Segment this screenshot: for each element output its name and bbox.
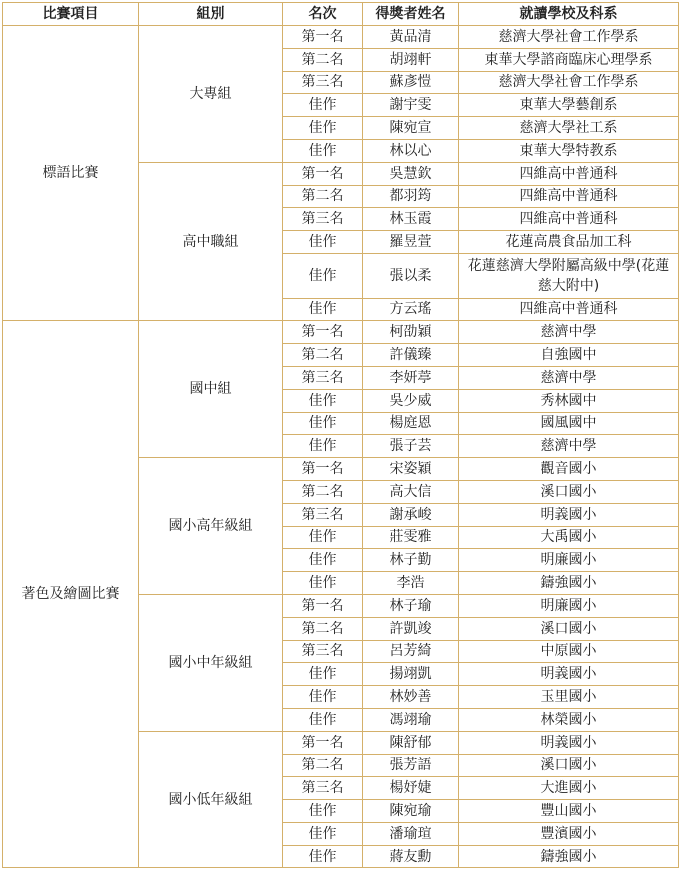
- winner-name-cell: 謝承峻: [363, 503, 459, 526]
- winner-name-cell: 林玉霞: [363, 208, 459, 231]
- winner-name-cell: 方云瑤: [363, 298, 459, 321]
- rank-cell: 第三名: [283, 503, 363, 526]
- winner-name-cell: 羅昱萱: [363, 231, 459, 254]
- winner-name-cell: 陳宛宣: [363, 117, 459, 140]
- school-cell: 豐濱國小: [459, 822, 679, 845]
- winner-name-cell: 都羽筠: [363, 185, 459, 208]
- winner-name-cell: 揚翊凱: [363, 663, 459, 686]
- category-cell: 著色及繪圖比賽: [3, 321, 139, 868]
- rank-cell: 佳作: [283, 412, 363, 435]
- group-cell: 國小高年級組: [139, 458, 283, 595]
- rank-cell: 第一名: [283, 26, 363, 49]
- rank-cell: 佳作: [283, 117, 363, 140]
- school-cell: 明義國小: [459, 663, 679, 686]
- winner-name-cell: 柯劭穎: [363, 321, 459, 344]
- winner-name-cell: 林子瑜: [363, 594, 459, 617]
- table-row: [3, 26, 679, 49]
- rank-cell: 第一名: [283, 321, 363, 344]
- school-cell: 明廉國小: [459, 549, 679, 572]
- school-cell: 四維高中普通科: [459, 298, 679, 321]
- rank-cell: 佳作: [283, 389, 363, 412]
- group-cell: 大專組: [139, 26, 283, 163]
- winner-name-cell: 蔣友勳: [363, 845, 459, 868]
- rank-cell: 佳作: [283, 800, 363, 823]
- table-body: [3, 26, 679, 868]
- rank-cell: 佳作: [283, 572, 363, 595]
- school-cell: 秀林國中: [459, 389, 679, 412]
- header-category: 比賽項目: [3, 3, 139, 26]
- group-cell: 國小低年級組: [139, 731, 283, 868]
- school-cell: 溪口國小: [459, 754, 679, 777]
- rank-cell: 第三名: [283, 640, 363, 663]
- winner-name-cell: 許儀臻: [363, 344, 459, 367]
- winner-name-cell: 馮翊瑜: [363, 708, 459, 731]
- header-school: 就讀學校及科系: [459, 3, 679, 26]
- winner-name-cell: 李妍葶: [363, 366, 459, 389]
- rank-cell: 第三名: [283, 366, 363, 389]
- winner-name-cell: 胡翊軒: [363, 48, 459, 71]
- category-cell: 標語比賽: [3, 26, 139, 321]
- rank-cell: 佳作: [283, 253, 363, 298]
- school-cell: 國風國中: [459, 412, 679, 435]
- rank-cell: 佳作: [283, 663, 363, 686]
- rank-cell: 佳作: [283, 94, 363, 117]
- school-cell: 慈濟大學社會工作學系: [459, 26, 679, 49]
- winner-name-cell: 宋姿穎: [363, 458, 459, 481]
- group-cell: 高中職組: [139, 162, 283, 321]
- school-cell: 四維高中普通科: [459, 185, 679, 208]
- group-cell: 國中組: [139, 321, 283, 458]
- school-cell: 觀音國小: [459, 458, 679, 481]
- winner-name-cell: 李浩: [363, 572, 459, 595]
- winner-name-cell: 林子勤: [363, 549, 459, 572]
- winner-name-cell: 吳少威: [363, 389, 459, 412]
- school-cell: 慈濟中學: [459, 366, 679, 389]
- header-group: 組別: [139, 3, 283, 26]
- rank-cell: 佳作: [283, 435, 363, 458]
- header-winner-name: 得獎者姓名: [363, 3, 459, 26]
- school-cell: 花蓮慈濟大學附屬高級中學(花蓮慈大附中): [459, 253, 679, 298]
- winner-name-cell: 許凱竣: [363, 617, 459, 640]
- header-rank: 名次: [283, 3, 363, 26]
- school-cell: 林榮國小: [459, 708, 679, 731]
- rank-cell: 第二名: [283, 344, 363, 367]
- rank-cell: 第一名: [283, 731, 363, 754]
- rank-cell: 第一名: [283, 458, 363, 481]
- winner-name-cell: 蘇彥愷: [363, 71, 459, 94]
- school-cell: 自強國中: [459, 344, 679, 367]
- school-cell: 慈濟大學社工系: [459, 117, 679, 140]
- group-cell: 國小中年級組: [139, 594, 283, 731]
- rank-cell: 第二名: [283, 480, 363, 503]
- table-header: [3, 3, 679, 26]
- school-cell: 明義國小: [459, 503, 679, 526]
- winner-name-cell: 張子芸: [363, 435, 459, 458]
- school-cell: 東華大學諮商臨床心理學系: [459, 48, 679, 71]
- rank-cell: 第二名: [283, 754, 363, 777]
- rank-cell: 佳作: [283, 139, 363, 162]
- rank-cell: 佳作: [283, 686, 363, 709]
- winner-name-cell: 楊妤婕: [363, 777, 459, 800]
- rank-cell: 第二名: [283, 617, 363, 640]
- school-cell: 大進國小: [459, 777, 679, 800]
- winner-name-cell: 謝宇雯: [363, 94, 459, 117]
- rank-cell: 佳作: [283, 822, 363, 845]
- winner-name-cell: 林妙善: [363, 686, 459, 709]
- winner-name-cell: 黃品清: [363, 26, 459, 49]
- school-cell: 明義國小: [459, 731, 679, 754]
- school-cell: 四維高中普通科: [459, 208, 679, 231]
- school-cell: 溪口國小: [459, 480, 679, 503]
- school-cell: 慈濟中學: [459, 435, 679, 458]
- rank-cell: 佳作: [283, 298, 363, 321]
- winner-name-cell: 陳舒郁: [363, 731, 459, 754]
- rank-cell: 第一名: [283, 594, 363, 617]
- school-cell: 慈濟中學: [459, 321, 679, 344]
- winner-name-cell: 潘瑜瑄: [363, 822, 459, 845]
- winner-name-cell: 楊庭恩: [363, 412, 459, 435]
- school-cell: 明廉國小: [459, 594, 679, 617]
- winner-name-cell: 陳宛瑜: [363, 800, 459, 823]
- winner-name-cell: 吳慧欽: [363, 162, 459, 185]
- school-cell: 花蓮高農食品加工科: [459, 231, 679, 254]
- rank-cell: 佳作: [283, 845, 363, 868]
- rank-cell: 佳作: [283, 231, 363, 254]
- school-cell: 慈濟大學社會工作學系: [459, 71, 679, 94]
- school-cell: 豐山國小: [459, 800, 679, 823]
- school-cell: 東華大學特教系: [459, 139, 679, 162]
- rank-cell: 佳作: [283, 708, 363, 731]
- table-row: [3, 321, 679, 344]
- rank-cell: 第三名: [283, 777, 363, 800]
- rank-cell: 第一名: [283, 162, 363, 185]
- school-cell: 東華大學藝創系: [459, 94, 679, 117]
- school-cell: 玉里國小: [459, 686, 679, 709]
- rank-cell: 佳作: [283, 549, 363, 572]
- rank-cell: 第三名: [283, 71, 363, 94]
- rank-cell: 第二名: [283, 48, 363, 71]
- school-cell: 鑄強國小: [459, 845, 679, 868]
- rank-cell: 第三名: [283, 208, 363, 231]
- winner-name-cell: 張芳語: [363, 754, 459, 777]
- winner-name-cell: 林以心: [363, 139, 459, 162]
- winner-name-cell: 莊雯雅: [363, 526, 459, 549]
- winner-name-cell: 呂芳綺: [363, 640, 459, 663]
- school-cell: 中原國小: [459, 640, 679, 663]
- school-cell: 大禹國小: [459, 526, 679, 549]
- winner-name-cell: 高大信: [363, 480, 459, 503]
- header-row: [3, 3, 679, 26]
- awards-table: [2, 2, 679, 868]
- school-cell: 鑄強國小: [459, 572, 679, 595]
- rank-cell: 第二名: [283, 185, 363, 208]
- winner-name-cell: 張以柔: [363, 253, 459, 298]
- rank-cell: 佳作: [283, 526, 363, 549]
- school-cell: 溪口國小: [459, 617, 679, 640]
- school-cell: 四維高中普通科: [459, 162, 679, 185]
